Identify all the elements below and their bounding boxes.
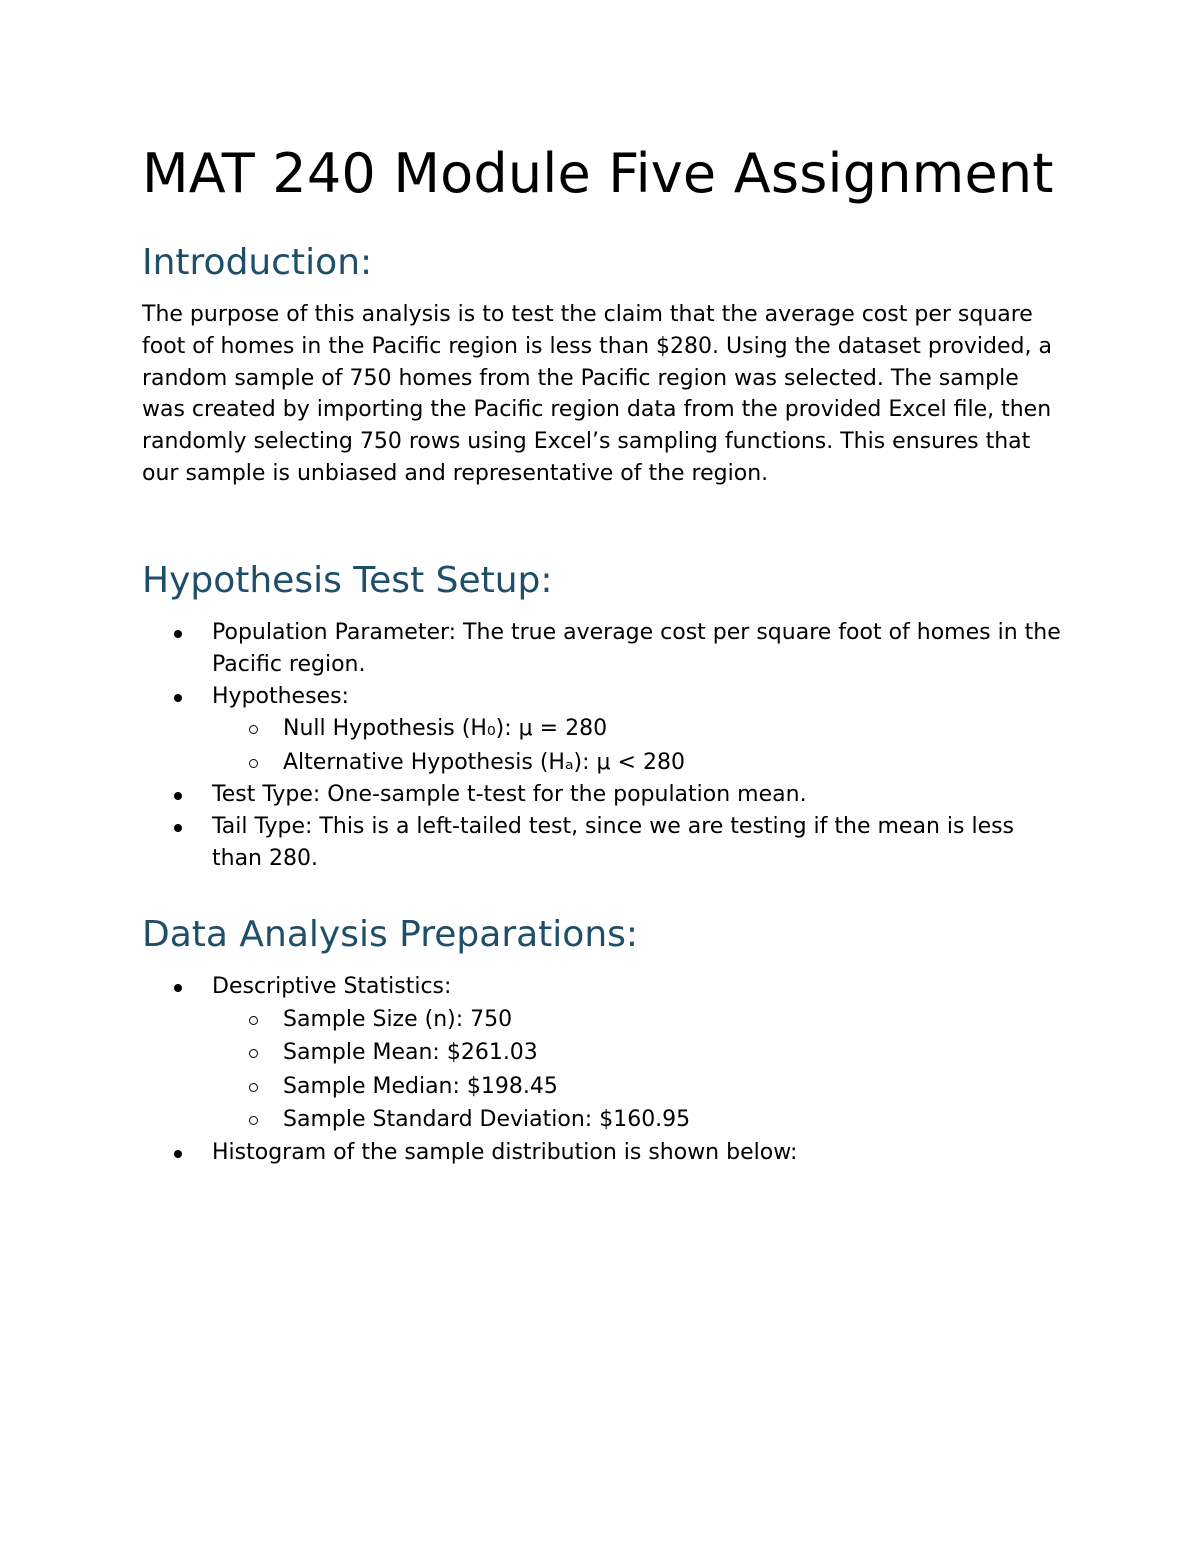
hollow-bullet-icon: [249, 725, 258, 734]
hypothesis-setup-list: [142, 617, 1062, 875]
list-item: [142, 779, 1062, 811]
hollow-bullet-icon: [249, 1016, 258, 1025]
sample-sd-text: Sample Standard Deviation: $160.95: [283, 1107, 691, 1133]
hollow-bullet-icon: [249, 1116, 258, 1125]
sample-size-text: Sample Size (n): 750: [283, 1006, 513, 1032]
alternative-hypothesis-text: Alternative Hypothesis (Hₐ): μ < 280: [283, 749, 685, 775]
sample-mean-text: Sample Mean: $261.03: [283, 1040, 538, 1066]
histogram-note-text: Histogram of the sample distribution is shown below:: [212, 1139, 798, 1165]
list-item: [142, 1103, 1062, 1137]
introduction-heading: Introduction:: [142, 242, 373, 283]
tail-type-text: Tail Type: This is a left-tailed test, since we are testing if the mean is less than 280.: [212, 814, 1015, 871]
null-hypothesis-text: Null Hypothesis (H₀): μ = 280: [283, 716, 608, 742]
list-item: [142, 712, 1062, 746]
bullet-icon: [174, 984, 182, 992]
bullet-icon: [174, 694, 182, 702]
list-item: [142, 1036, 1062, 1070]
list-item: [142, 1070, 1062, 1104]
sample-median-text: Sample Median: $198.45: [283, 1073, 558, 1099]
hypotheses-sublist: [142, 712, 1062, 779]
list-item: [142, 811, 1062, 875]
list-item: [142, 617, 1062, 681]
data-analysis-list: [142, 971, 1062, 1169]
hollow-bullet-icon: [249, 759, 258, 768]
list-item: [142, 681, 1062, 780]
test-type-text: Test Type: One-sample t-test for the population mean.: [212, 782, 807, 808]
list-item: [142, 1137, 1062, 1169]
bullet-icon: [174, 824, 182, 832]
population-parameter-text: Population Parameter: The true average cost per square foot of homes in the Pacific region.: [212, 620, 1061, 677]
list-item: [142, 1003, 1062, 1037]
bullet-icon: [174, 1150, 182, 1158]
hypothesis-setup-heading: Hypothesis Test Setup:: [142, 560, 553, 601]
data-analysis-heading: Data Analysis Preparations:: [142, 914, 639, 955]
list-item: [142, 971, 1062, 1137]
hollow-bullet-icon: [249, 1049, 258, 1058]
descriptive-statistics-label: Descriptive Statistics:: [212, 974, 452, 999]
introduction-paragraph: The purpose of this analysis is to test the claim that the average cost per square foot of homes in the Pacific region is less than $280. Using the dataset provided, a random sample of 750 homes from the Pacific region was selected. The sample was created by importing the Pacific region data from the provided Excel file, then randomly selecting 750 rows using Excel’s sampling functions. This ensures that our sample is unbiased and representative of the region.: [142, 302, 1052, 486]
list-item: [142, 746, 1062, 780]
bullet-icon: [174, 630, 182, 638]
hollow-bullet-icon: [249, 1083, 258, 1092]
document-title: MAT 240 Module Five Assignment: [142, 142, 1054, 205]
hypotheses-label: Hypotheses:: [212, 683, 349, 709]
descriptive-statistics-sublist: [142, 1003, 1062, 1137]
bullet-icon: [174, 792, 182, 800]
